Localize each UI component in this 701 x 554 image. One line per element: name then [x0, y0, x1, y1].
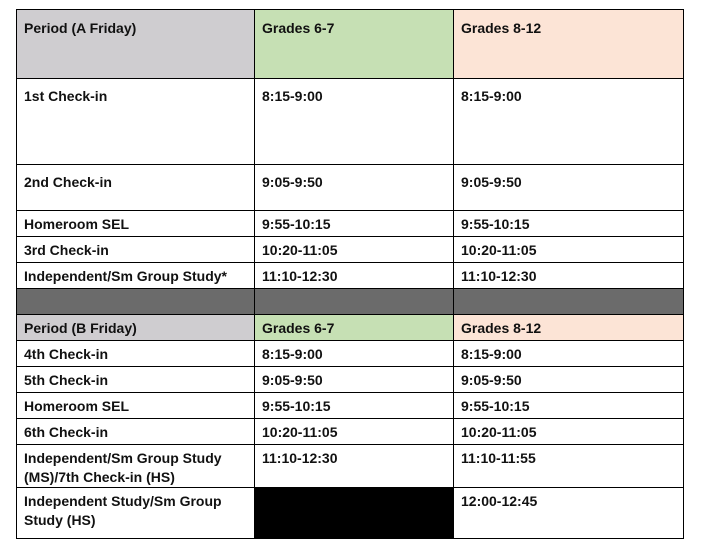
- table-row: [17, 445, 684, 488]
- a-header-row: [17, 10, 684, 79]
- hs-time-cell: 8:15-9:00: [454, 341, 684, 367]
- table-row: [17, 367, 684, 393]
- ms-time-cell: 9:55-10:15: [255, 393, 454, 419]
- table-row: [17, 341, 684, 367]
- ms-time-cell: 11:10-12:30: [255, 445, 454, 488]
- ms-time-cell: 10:20-11:05: [255, 237, 454, 263]
- section-divider-row: [17, 289, 684, 315]
- period-cell: 6th Check-in: [17, 419, 255, 445]
- ms-time-cell: 9:05-9:50: [255, 367, 454, 393]
- hs-time-cell: 9:05-9:50: [454, 367, 684, 393]
- table-row: [17, 165, 684, 211]
- ms-time-cell: 8:15-9:00: [255, 79, 454, 165]
- table-row: [17, 419, 684, 445]
- period-cell: Independent/Sm Group Study*: [17, 263, 255, 289]
- period-cell: Independent/Sm Group Study (MS)/7th Check-in (HS): [17, 445, 255, 488]
- hs-time-cell: 11:10-11:55: [454, 445, 684, 488]
- hs-time-cell: 10:20-11:05: [454, 419, 684, 445]
- ms-time-cell: 10:20-11:05: [255, 419, 454, 445]
- divider-cell: [255, 289, 454, 315]
- b-grades-6-7-header: Grades 6-7: [255, 315, 454, 341]
- period-cell: 2nd Check-in: [17, 165, 255, 211]
- ms-time-cell: 11:10-12:30: [255, 263, 454, 289]
- table-row: [17, 393, 684, 419]
- period-cell: 1st Check-in: [17, 79, 255, 165]
- table-row: [17, 488, 684, 539]
- divider-cell: [17, 289, 255, 315]
- table-row: [17, 237, 684, 263]
- ms-time-cell: 9:55-10:15: [255, 211, 454, 237]
- table-row: [17, 79, 684, 165]
- blocked-cell: [255, 488, 454, 539]
- period-cell: 5th Check-in: [17, 367, 255, 393]
- period-cell: Independent Study/Sm Group Study (HS): [17, 488, 255, 539]
- table-row: [17, 211, 684, 237]
- ms-time-cell: 9:05-9:50: [255, 165, 454, 211]
- hs-time-cell: 9:05-9:50: [454, 165, 684, 211]
- hs-time-cell: 11:10-12:30: [454, 263, 684, 289]
- hs-time-cell: 12:00-12:45: [454, 488, 684, 539]
- hs-time-cell: 9:55-10:15: [454, 211, 684, 237]
- a-period-header: Period (A Friday): [17, 10, 255, 79]
- b-header-row: [17, 315, 684, 341]
- period-cell: 3rd Check-in: [17, 237, 255, 263]
- ms-time-cell: 8:15-9:00: [255, 341, 454, 367]
- divider-cell: [454, 289, 684, 315]
- hs-time-cell: 10:20-11:05: [454, 237, 684, 263]
- hs-time-cell: 8:15-9:00: [454, 79, 684, 165]
- period-cell: 4th Check-in: [17, 341, 255, 367]
- hs-time-cell: 9:55-10:15: [454, 393, 684, 419]
- a-grades-8-12-header: Grades 8-12: [454, 10, 684, 79]
- b-grades-8-12-header: Grades 8-12: [454, 315, 684, 341]
- table-row: [17, 263, 684, 289]
- period-cell: Homeroom SEL: [17, 211, 255, 237]
- b-period-header: Period (B Friday): [17, 315, 255, 341]
- schedule-table: [16, 9, 684, 539]
- a-grades-6-7-header: Grades 6-7: [255, 10, 454, 79]
- period-cell: Homeroom SEL: [17, 393, 255, 419]
